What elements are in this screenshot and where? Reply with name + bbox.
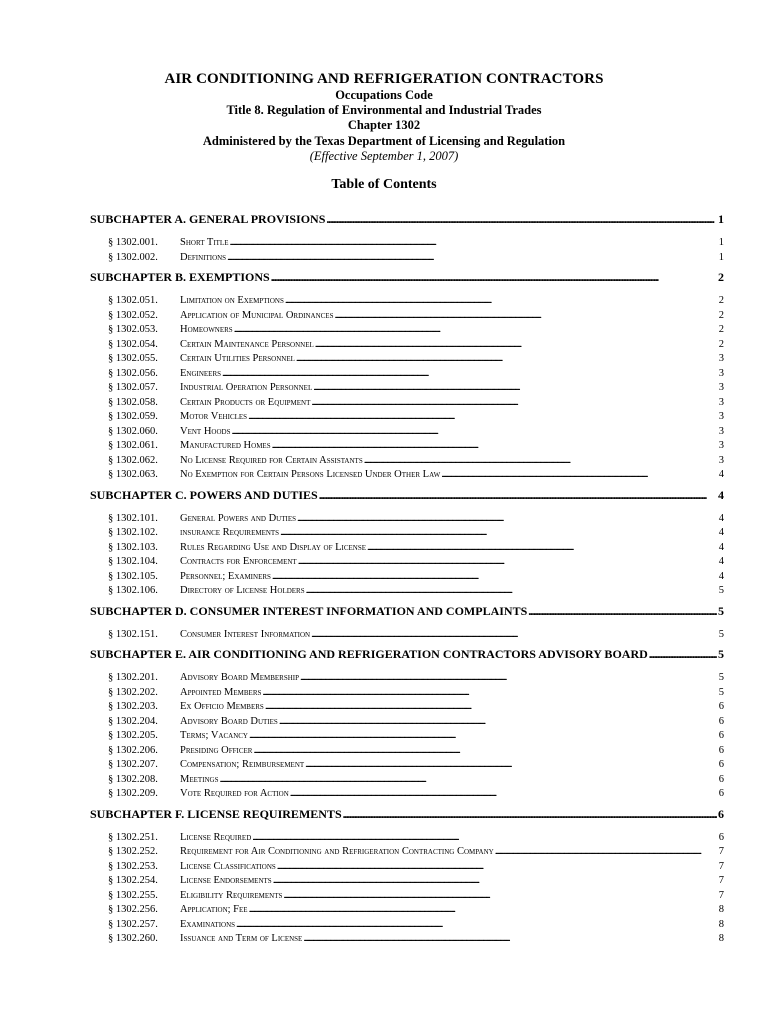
toc-section-entry[interactable] — [108, 454, 724, 469]
toc-section-entry[interactable] — [108, 352, 724, 367]
dot-leader — [528, 604, 717, 619]
toc-section-entry[interactable] — [108, 903, 724, 918]
toc-section-entry[interactable] — [108, 932, 724, 947]
toc-section-entry[interactable] — [108, 541, 724, 556]
section-number: § 1302.052. — [108, 309, 158, 321]
dot-leader — [231, 425, 717, 440]
dot-leader — [305, 758, 718, 773]
page-number: 6 — [718, 831, 724, 843]
section-number: § 1302.256. — [108, 904, 158, 915]
section-number: § 1302.254. — [108, 875, 158, 886]
section-number: § 1302.062. — [108, 454, 158, 466]
section-name: Presiding Officer — [180, 744, 253, 756]
chapter-line: Chapter 1302 — [347, 118, 421, 133]
page-number: 5 — [718, 686, 724, 698]
section-name: Eligibility Requirements — [180, 889, 283, 901]
toc-subchapter-entry[interactable] — [90, 212, 724, 227]
section-number: § 1302.058. — [108, 396, 158, 408]
section-name: Definitions — [180, 251, 227, 263]
section-number: § 1302.103. — [108, 541, 158, 553]
section-number: § 1302.203. — [108, 701, 158, 712]
section-name: Requirement for Air Conditioning and Refrigeration Contracting Company — [180, 846, 494, 857]
toc-section-entry[interactable] — [108, 468, 724, 483]
section-name: Contracts for Enforcement — [180, 556, 297, 567]
page-number: 2 — [718, 270, 724, 284]
section-name: Advisory Board Duties — [180, 715, 278, 727]
dot-leader — [319, 488, 717, 503]
section-name: Personnel; Examiners — [180, 570, 271, 582]
toc-section-entry[interactable] — [108, 251, 724, 266]
toc-section-entry[interactable] — [108, 686, 724, 701]
section-number: § 1302.055. — [108, 353, 158, 364]
toc-subchapter-entry[interactable] — [90, 488, 724, 503]
code-name: Occupations Code — [335, 88, 433, 102]
section-name: Limitation on Exemptions — [180, 295, 284, 306]
title-line: Title 8. Regulation of Environmental and Industrial Trades — [226, 103, 542, 118]
dot-leader — [280, 526, 718, 541]
dot-leader — [272, 570, 718, 585]
section-name: Short Title — [180, 237, 229, 248]
dot-leader — [222, 367, 718, 382]
section-name: Motor Vehicles — [180, 411, 248, 422]
page-number: 3 — [718, 396, 724, 408]
section-name: Terms; Vacancy — [180, 730, 248, 741]
section-number: § 1302.056. — [108, 367, 158, 379]
dot-leader — [367, 541, 718, 556]
dot-leader — [441, 468, 718, 483]
section-number: § 1302.102. — [108, 527, 158, 538]
toc-section-entry[interactable] — [108, 512, 724, 527]
toc-section-entry[interactable] — [108, 584, 724, 599]
section-number: § 1302.257. — [108, 918, 158, 930]
section-name: Application of Municipal Ordinances — [180, 309, 334, 321]
section-name: Advisory Board Membership — [180, 672, 300, 683]
toc-section-entry[interactable] — [108, 309, 724, 324]
dot-leader — [279, 715, 718, 730]
section-number: § 1302.001. — [108, 237, 158, 248]
section-number: § 1302.208. — [108, 773, 158, 785]
toc-section-entry[interactable] — [108, 758, 724, 773]
section-name: Consumer Interest Information — [180, 628, 311, 640]
toc-section-entry[interactable] — [108, 874, 724, 889]
subchapter-label: SUBCHAPTER D. CONSUMER INTEREST INFORMATION AND COMPLAINTS — [90, 603, 528, 618]
dot-leader — [253, 744, 717, 759]
section-number: § 1302.209. — [108, 788, 158, 799]
page-number: 2 — [718, 309, 724, 321]
section-name: Certain Maintenance Personnel — [180, 338, 314, 350]
section-number: § 1302.253. — [108, 860, 158, 872]
subchapter-label: SUBCHAPTER C. POWERS AND DUTIES — [90, 487, 318, 502]
section-number: § 1302.059. — [108, 411, 158, 422]
section-list — [108, 285, 724, 488]
toc-section-entry[interactable] — [108, 555, 724, 570]
page-number: 4 — [718, 512, 724, 524]
section-name: Certain Utilities Personnel — [180, 353, 295, 364]
administered-by: Administered by the Texas Department of Licensing and Regulation — [202, 133, 566, 148]
document-title: AIR CONDITIONING AND REFRIGERATION CONTRACTORS — [164, 71, 604, 87]
section-number: § 1302.204. — [108, 715, 158, 727]
page-number: 7 — [718, 846, 724, 857]
dot-leader — [495, 845, 718, 860]
section-list — [108, 662, 724, 807]
section-number: § 1302.053. — [108, 324, 158, 335]
page-number: 6 — [718, 759, 724, 770]
section-number: § 1302.202. — [108, 686, 158, 698]
dot-leader — [300, 671, 718, 686]
section-number: § 1302.252. — [108, 846, 158, 857]
toc-section-entry[interactable] — [108, 323, 724, 338]
page-number: 5 — [718, 647, 724, 661]
toc-section-entry[interactable] — [108, 338, 724, 353]
section-name: Compensation; Reimbursement — [180, 759, 305, 770]
section-name: General Powers and Duties — [180, 512, 296, 524]
section-name: Manufactured Homes — [180, 440, 271, 451]
section-number: § 1302.057. — [108, 382, 158, 393]
page-number: 4 — [718, 556, 724, 567]
toc-section-entry[interactable] — [108, 570, 724, 585]
section-number: § 1302.251. — [108, 831, 158, 843]
dot-leader — [271, 270, 717, 285]
section-number: § 1302.255. — [108, 889, 158, 901]
page-number: 3 — [718, 367, 724, 379]
page-number: 3 — [718, 382, 724, 393]
dot-leader — [277, 860, 718, 875]
page-number: 3 — [718, 353, 724, 364]
page-number: 6 — [718, 788, 724, 799]
dot-leader — [249, 729, 718, 744]
dot-leader — [220, 773, 718, 788]
table-of-contents — [90, 212, 724, 952]
section-number: § 1302.060. — [108, 425, 158, 437]
section-number: § 1302.063. — [108, 469, 158, 480]
page-number: 4 — [718, 469, 724, 480]
page-number: 6 — [718, 806, 724, 821]
toc-section-entry[interactable] — [108, 845, 724, 860]
page-number: 1 — [718, 251, 724, 263]
section-number: § 1302.104. — [108, 556, 158, 567]
section-number: § 1302.106. — [108, 585, 158, 596]
page-number: 7 — [718, 860, 724, 872]
toc-section-entry[interactable] — [108, 889, 724, 904]
dot-leader — [343, 807, 717, 822]
section-name: Directory of License Holders — [180, 585, 305, 596]
toc-section-entry[interactable] — [108, 425, 724, 440]
section-number: § 1302.101. — [108, 512, 158, 524]
dot-leader — [303, 932, 717, 947]
toc-section-entry[interactable] — [108, 410, 724, 425]
dot-leader — [326, 212, 717, 227]
page-number: 6 — [718, 715, 724, 727]
section-list — [108, 619, 724, 648]
subchapter-label: SUBCHAPTER E. AIR CONDITIONING AND REFRIGERATION CONTRACTORS ADVISORY BOARD — [90, 647, 648, 661]
page-number: 3 — [718, 454, 724, 466]
toc-subchapter-entry[interactable] — [90, 604, 724, 619]
page-number: 4 — [718, 487, 724, 502]
page-number: 6 — [718, 701, 724, 712]
dot-leader — [272, 439, 718, 454]
section-list — [108, 227, 724, 270]
dot-leader — [298, 555, 718, 570]
page-number: 7 — [718, 889, 724, 901]
subchapter-label: SUBCHAPTER B. EXEMPTIONS — [90, 270, 270, 284]
toc-section-entry[interactable] — [108, 628, 724, 643]
toc-section-entry[interactable] — [108, 918, 724, 933]
subchapter-label: SUBCHAPTER F. LICENSE REQUIREMENTS — [90, 806, 342, 821]
section-name: Industrial Operation Personnel — [180, 382, 313, 393]
toc-section-entry[interactable] — [108, 671, 724, 686]
section-number: § 1302.205. — [108, 730, 158, 741]
section-name: Meetings — [180, 773, 219, 785]
toc-section-entry[interactable] — [108, 367, 724, 382]
toc-section-entry[interactable] — [108, 396, 724, 411]
dot-leader — [311, 628, 718, 643]
toc-section-entry[interactable] — [108, 381, 724, 396]
section-name: License Classifications — [180, 860, 276, 872]
section-number: § 1302.054. — [108, 338, 158, 350]
page-number: 7 — [718, 875, 724, 886]
page-number: 4 — [718, 570, 724, 582]
section-name: Engineers — [180, 367, 222, 379]
section-number: § 1302.206. — [108, 744, 158, 756]
section-name: Vent Hoods — [180, 425, 231, 437]
page-number: 4 — [718, 541, 724, 553]
section-number: § 1302.061. — [108, 440, 158, 451]
page-number: 1 — [718, 237, 724, 248]
dot-leader — [297, 512, 718, 527]
section-number: § 1302.207. — [108, 759, 158, 770]
section-number: § 1302.002. — [108, 251, 158, 263]
section-name: Vote Required for Action — [180, 788, 289, 799]
subchapter-label: SUBCHAPTER A. GENERAL PROVISIONS — [90, 212, 326, 226]
section-name: Rules Regarding Use and Display of License — [180, 541, 367, 553]
toc-section-entry[interactable] — [108, 294, 724, 309]
toc-section-entry[interactable] — [108, 439, 724, 454]
dot-leader — [296, 352, 718, 367]
toc-section-entry[interactable] — [108, 787, 724, 802]
dot-leader — [229, 236, 717, 251]
dot-leader — [249, 903, 718, 918]
dot-leader — [252, 831, 717, 846]
effective-date: (Effective September 1, 2007) — [309, 148, 459, 163]
toc-subchapter-entry[interactable] — [90, 270, 724, 285]
page-number: 5 — [718, 628, 724, 640]
section-name: Issuance and Term of License — [180, 933, 303, 944]
toc-section-entry[interactable] — [108, 700, 724, 715]
section-number: § 1302.105. — [108, 570, 158, 582]
toc-subchapter-entry[interactable] — [90, 807, 724, 822]
page-number: 1 — [718, 212, 724, 226]
section-name: Certain Products or Equipment — [180, 396, 311, 408]
dot-leader — [234, 323, 718, 338]
dot-leader — [313, 381, 718, 396]
dot-leader — [265, 700, 718, 715]
page-number: 8 — [718, 933, 724, 944]
toc-section-entry[interactable] — [108, 773, 724, 788]
toc-section-entry[interactable] — [108, 860, 724, 875]
dot-leader — [285, 294, 718, 309]
page-number: 2 — [718, 295, 724, 306]
toc-section-entry[interactable] — [108, 236, 724, 251]
section-number: § 1302.201. — [108, 672, 158, 683]
page-number: 2 — [718, 324, 724, 335]
section-name: Homeowners — [180, 324, 233, 335]
dot-leader — [311, 396, 717, 411]
page-number: 6 — [718, 773, 724, 785]
dot-leader — [262, 686, 717, 701]
toc-section-entry[interactable] — [108, 744, 724, 759]
section-name: Appointed Members — [180, 686, 262, 698]
dot-leader — [364, 454, 718, 469]
section-number: § 1302.151. — [108, 628, 158, 640]
toc-subchapter-entry[interactable] — [90, 647, 724, 662]
toc-section-entry[interactable] — [108, 831, 724, 846]
section-name: Application; Fee — [180, 904, 248, 915]
section-name: License Endorsements — [180, 875, 272, 886]
section-name: No License Required for Certain Assistants — [180, 454, 363, 466]
page-number: 6 — [718, 730, 724, 741]
page-number: 3 — [718, 411, 724, 422]
page-number: 4 — [718, 527, 724, 538]
page-number: 8 — [718, 904, 724, 915]
dot-leader — [306, 584, 718, 599]
dot-leader — [227, 251, 718, 266]
section-number: § 1302.051. — [108, 295, 158, 306]
section-number: § 1302.260. — [108, 933, 158, 944]
dot-leader — [649, 647, 717, 662]
section-name: insurance Requirements — [180, 527, 280, 538]
page-number: 5 — [718, 603, 724, 618]
toc-section-entry[interactable] — [108, 526, 724, 541]
toc-section-entry[interactable] — [108, 729, 724, 744]
document-header — [0, 70, 768, 164]
section-name: License Required — [180, 831, 252, 843]
dot-leader — [315, 338, 718, 353]
dot-leader — [248, 410, 718, 425]
page-number: 5 — [718, 672, 724, 683]
dot-leader — [334, 309, 717, 324]
toc-heading: Table of Contents — [331, 177, 437, 192]
section-list — [108, 822, 724, 952]
page-number: 3 — [718, 425, 724, 437]
section-name: Examinations — [180, 918, 236, 930]
section-name: Ex Officio Members — [180, 701, 264, 712]
dot-leader — [273, 874, 718, 889]
dot-leader — [290, 787, 718, 802]
page-number: 6 — [718, 744, 724, 756]
page-number: 5 — [718, 585, 724, 596]
page-number: 3 — [718, 440, 724, 451]
dot-leader — [283, 889, 717, 904]
section-list — [108, 503, 724, 604]
page-number: 8 — [718, 918, 724, 930]
page-number: 2 — [718, 338, 724, 350]
toc-section-entry[interactable] — [108, 715, 724, 730]
section-name: No Exemption for Certain Persons Licensed Under Other Law — [180, 469, 441, 480]
dot-leader — [236, 918, 718, 933]
